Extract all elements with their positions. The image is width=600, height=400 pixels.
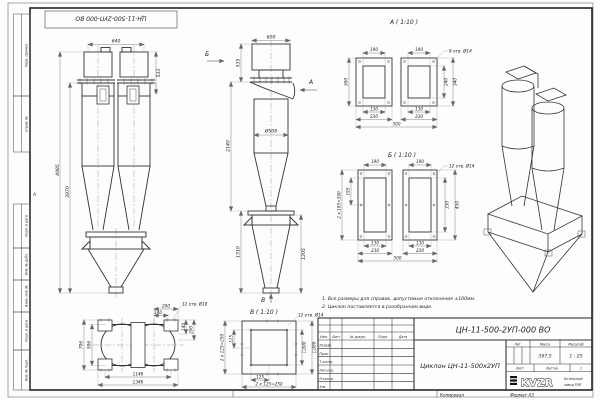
dim-230-b2: 230 xyxy=(416,248,424,253)
arrow-label-a: А xyxy=(308,79,314,86)
scale-value: 1 : 25 xyxy=(569,354,583,360)
dim-1510: 1510 xyxy=(236,246,242,258)
dim-1146: 1146 xyxy=(132,371,144,377)
logo-text: KVZR xyxy=(520,378,554,389)
dim-330: 330 xyxy=(444,201,450,209)
mass-value: 397,5 xyxy=(538,354,552,360)
scale-label: Масштаб xyxy=(568,342,584,347)
margin-field-label: Справ. № xyxy=(24,116,29,132)
front-view xyxy=(55,39,162,298)
side-view-linework xyxy=(244,40,298,302)
margin-field-label: Инв. № дубл. xyxy=(24,253,29,275)
isometric-view xyxy=(484,66,585,292)
sheets-value: 1 xyxy=(579,366,583,371)
dim-640: 640 xyxy=(111,39,121,45)
margin-field-label: Перв. примен. xyxy=(24,43,29,67)
col-list: Лист xyxy=(331,335,341,339)
doc-number: ЦН-11-500-2УП-000 ВО xyxy=(455,325,551,335)
dim-130-b1: 130 xyxy=(371,240,379,246)
holes-callout-a: 8 отв. Ø14 xyxy=(449,48,472,54)
side-view xyxy=(205,35,317,305)
dim-250-left: 2 х 125=250 xyxy=(219,333,225,362)
margin-field-label: Взам. инв. № xyxy=(24,285,29,307)
base-view xyxy=(79,302,208,387)
row-nachotd: Нач.отд. xyxy=(319,368,334,373)
dim-500-b: 500 xyxy=(393,255,402,261)
dim-706: 706 xyxy=(78,341,84,349)
sheet-frame xyxy=(8,3,593,398)
mass-label: Масса xyxy=(539,342,551,347)
margin-field-boxes xyxy=(14,14,31,390)
col-sign: Подп. xyxy=(378,335,388,339)
company-name-line1: Котельный xyxy=(564,377,583,381)
row-tkontr: Т.контр. xyxy=(319,360,334,365)
dim-2140: 2140 xyxy=(226,140,232,152)
dim-sq300: □300 xyxy=(301,341,307,354)
dim-130-a2: 130 xyxy=(415,106,423,112)
dim-533: 533 xyxy=(157,68,162,78)
dim-230-a2: 230 xyxy=(415,114,423,119)
holes-callout-base: 12 отв. Ø18 xyxy=(182,301,208,307)
row-nkontr: Н.контр. xyxy=(319,376,334,381)
product-name: Циклон ЦН-11-500х2УП xyxy=(420,362,500,370)
dim-sq380: □380 xyxy=(311,341,317,354)
dim-430: 430 xyxy=(454,201,460,209)
view-a-title: А ( 1:10 ) xyxy=(390,19,418,26)
view-v xyxy=(220,309,324,388)
dim-125-bottom: 125 xyxy=(256,374,264,380)
col-izm: Изм. xyxy=(320,335,328,339)
dim-390: 2 х 195=390 xyxy=(336,191,342,219)
margin-field-label: Подп. и дата xyxy=(24,320,29,342)
dim-230-a1: 230 xyxy=(370,114,378,119)
dim-140-top: 140 xyxy=(154,310,162,315)
notes xyxy=(322,296,475,310)
dim-500-a: 500 xyxy=(392,121,401,127)
col-date: Дата xyxy=(398,335,408,339)
arrow-label-v: В xyxy=(260,297,266,304)
company-name-line2: завод РЭП xyxy=(564,383,582,387)
view-b-linework xyxy=(358,170,437,240)
margin-field-label: Подп. и дата xyxy=(24,215,29,237)
footer-format-label: Формат А3 xyxy=(510,392,534,398)
view-a xyxy=(344,19,473,129)
dim-250-bottom: 2 х 125=250 xyxy=(255,381,283,387)
dim-600: 600 xyxy=(266,35,276,41)
doc-number-stamp xyxy=(45,11,177,28)
dim-140-right: 140 xyxy=(181,323,186,331)
dim-190-b1: 190 xyxy=(371,159,379,164)
dim-340: 340 xyxy=(452,78,458,86)
base-view-linework xyxy=(92,318,184,372)
view-a-linework xyxy=(356,58,437,106)
row-razrab: Разраб. xyxy=(319,343,333,348)
row-utv: Утв. xyxy=(319,385,327,390)
dim-4985: 4985 xyxy=(56,164,61,176)
front-view-linework xyxy=(77,45,155,297)
dim-130-b2: 130 xyxy=(416,240,424,246)
dim-190-b2: 190 xyxy=(416,159,424,164)
dim-diameter-508: Ø508 xyxy=(264,129,278,135)
dim-3970: 3970 xyxy=(66,186,71,198)
dim-190-a2: 190 xyxy=(415,47,423,52)
view-v-title: В ( 1:10 ) xyxy=(250,309,278,316)
holes-callout-b: 12 отв. Ø14 xyxy=(449,163,475,169)
dim-240: 240 xyxy=(443,78,449,86)
view-direction-arrows xyxy=(205,51,317,304)
dim-1346: 1346 xyxy=(132,379,144,385)
dim-1205: 1205 xyxy=(302,248,307,260)
sheet-label: Лист xyxy=(515,366,525,371)
row-prov: Пров. xyxy=(319,351,329,356)
sheets-label: Листов xyxy=(546,366,558,371)
note-line-2: 2. Циклон поставляется в разобранном виде. xyxy=(322,305,433,310)
footer-copy-label: Копировал xyxy=(440,392,464,398)
lit-label: Лит. xyxy=(514,342,522,347)
holes-callout-v: 12 отв. Ø14 xyxy=(298,312,324,318)
view-v-dimensions xyxy=(220,313,324,389)
margin-field-label: Инв. № подл. xyxy=(24,359,29,381)
title-block xyxy=(318,318,592,390)
view-b xyxy=(337,152,475,263)
side-view-dimensions xyxy=(226,35,308,294)
dim-190-a1: 190 xyxy=(370,47,378,52)
view-b-title: Б ( 1:10 ) xyxy=(388,152,416,159)
col-doc: № докум. xyxy=(350,335,366,339)
note-line-1: 1. Все размеры для справок, допустимые отклонения ±100мм. xyxy=(322,297,476,302)
dim-195: 195 xyxy=(345,187,351,196)
company-logo xyxy=(510,376,583,389)
dim-200-top: 200 xyxy=(162,303,170,309)
dim-125-left: 125 xyxy=(228,335,234,343)
dim-535: 535 xyxy=(236,58,242,68)
arrow-label-b: Б xyxy=(204,51,210,58)
dim-130-a1: 130 xyxy=(370,106,378,112)
zone-marker: А xyxy=(33,192,36,197)
dim-506: 506 xyxy=(86,341,92,349)
dim-230-b1: 230 xyxy=(371,248,379,253)
stamp-text: ЦН-11-500-2УП-000 ВО xyxy=(75,14,147,22)
dim-300: 300 xyxy=(343,78,349,86)
dim-200-right: 200 xyxy=(188,326,194,334)
